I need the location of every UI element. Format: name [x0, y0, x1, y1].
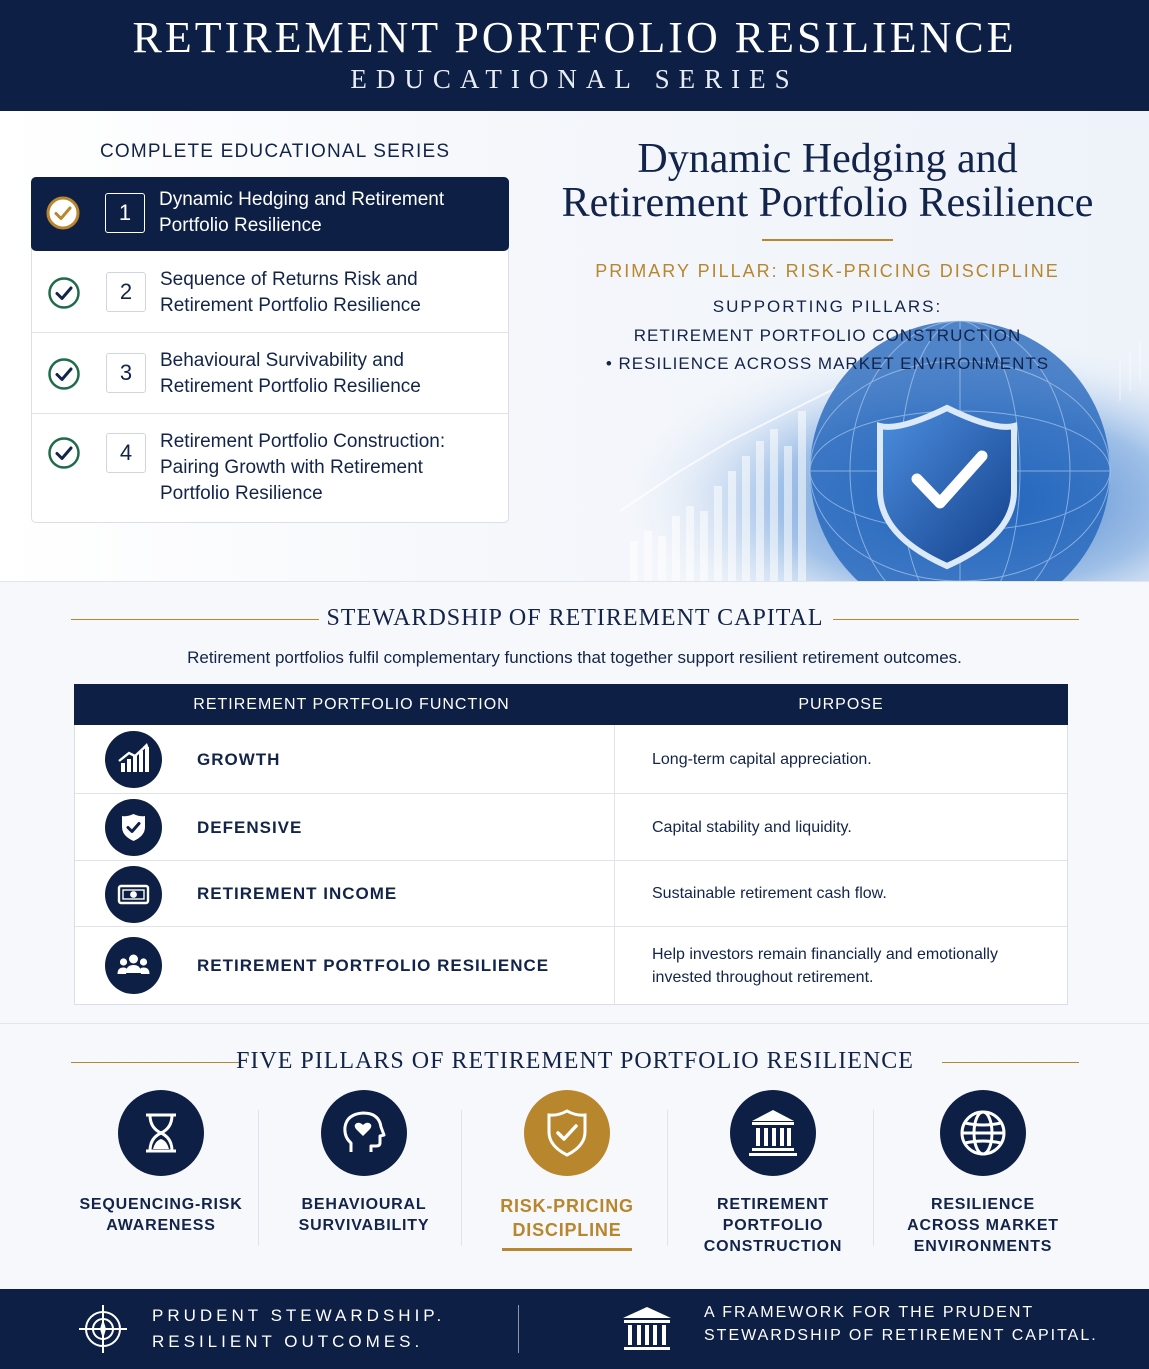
section-divider — [0, 1023, 1149, 1024]
series-item-label: Behavioural Survivability and Retirement Portfolio Resilience — [160, 350, 421, 397]
table-row — [75, 793, 1067, 860]
page-footer — [0, 1289, 1149, 1369]
table-row — [75, 725, 1067, 793]
check-circle-icon — [47, 436, 81, 470]
pillar-separator — [873, 1110, 874, 1246]
series-item-label: Retirement Portfolio Construction: Pairing Growth with Retirement Portfolio Resilience — [160, 431, 446, 504]
series-item-1[interactable] — [31, 177, 509, 251]
stewardship-heading-row — [71, 605, 1079, 635]
check-circle-icon — [47, 357, 81, 391]
pillar-sequencing-risk — [71, 1090, 251, 1236]
footer-tagline: PRUDENT STEWARDSHIP. RESILIENT OUTCOMES. — [152, 1306, 446, 1351]
pillar-label: RISK-PRICING DISCIPLINE — [500, 1196, 634, 1240]
footer-separator — [518, 1305, 519, 1353]
head-heart-icon — [321, 1090, 407, 1176]
series-item-3[interactable] — [32, 333, 508, 414]
purpose-text: Sustainable retirement cash flow. — [652, 885, 887, 902]
function-label: DEFENSIVE — [197, 818, 303, 837]
supporting-pillar-1: RETIREMENT PORTFOLIO CONSTRUCTION — [633, 326, 1022, 345]
compass-target-icon — [78, 1301, 128, 1357]
supporting-pillars-list — [560, 322, 1095, 378]
page-header — [0, 0, 1149, 111]
series-number: 1 — [105, 193, 145, 233]
table-row — [75, 860, 1067, 926]
table-header — [74, 684, 1068, 725]
series-number: 4 — [106, 433, 146, 473]
pillar-separator — [461, 1110, 462, 1246]
pillars-title: FIVE PILLARS OF RETIREMENT PORTFOLIO RESILIENCE — [236, 1048, 914, 1074]
pillar-behavioural-survivability — [274, 1090, 454, 1236]
globe-icon — [940, 1090, 1026, 1176]
table-row — [75, 926, 1067, 1004]
pillar-label: RESILIENCE ACROSS MARKET ENVIRONMENTS — [907, 1196, 1059, 1255]
page-title: RETIREMENT PORTFOLIO RESILIENCE — [132, 13, 1017, 62]
hero-title: Dynamic Hedging and Retirement Portfolio Resilience — [561, 136, 1094, 226]
banknote-icon — [105, 866, 162, 923]
growth-chart-icon — [105, 731, 162, 788]
function-label: RETIREMENT PORTFOLIO RESILIENCE — [197, 956, 550, 975]
check-circle-icon — [46, 196, 80, 230]
page-subtitle: EDUCATIONAL SERIES — [350, 64, 799, 94]
hero-panel — [560, 111, 1149, 581]
hero-divider — [762, 239, 893, 241]
pillar-label: BEHAVIOURAL SURVIVABILITY — [298, 1196, 430, 1234]
pillar-market-environments — [893, 1090, 1073, 1257]
series-item-label: Sequence of Returns Risk and Retirement Portfolio Resilience — [160, 269, 421, 316]
top-section — [0, 111, 1149, 581]
pillar-separator — [258, 1110, 259, 1246]
footer-framework-text: A FRAMEWORK FOR THE PRUDENT STEWARDSHIP OF RETIREMENT CAPITAL. — [704, 1304, 1098, 1344]
people-group-icon — [105, 937, 162, 994]
series-number: 2 — [106, 272, 146, 312]
supporting-pillars-label: SUPPORTING PILLARS: — [712, 297, 943, 316]
pillar-portfolio-construction — [683, 1090, 863, 1257]
pillar-separator — [667, 1110, 668, 1246]
section-divider — [0, 581, 1149, 582]
series-heading: COMPLETE EDUCATIONAL SERIES — [100, 141, 451, 162]
supporting-pillar-2: • RESILIENCE ACROSS MARKET ENVIRONMENTS — [605, 354, 1050, 373]
series-item-4[interactable] — [32, 414, 508, 522]
pillar-underline — [502, 1248, 632, 1251]
purpose-text: Help investors remain financially and emotionally invested throughout retirement. — [652, 946, 998, 986]
series-list — [31, 177, 509, 523]
check-circle-icon — [47, 276, 81, 310]
column-header-function: RETIREMENT PORTFOLIO FUNCTION — [193, 696, 510, 713]
shield-check-icon — [524, 1090, 610, 1176]
institution-icon — [730, 1090, 816, 1176]
primary-pillar-label: PRIMARY PILLAR: RISK-PRICING DISCIPLINE — [595, 261, 1060, 281]
function-table — [74, 684, 1068, 1005]
pillar-label: RETIREMENT PORTFOLIO CONSTRUCTION — [703, 1196, 843, 1255]
pillars-heading-row — [71, 1048, 1079, 1078]
stewardship-title: STEWARDSHIP OF RETIREMENT CAPITAL — [326, 605, 824, 631]
institution-icon — [621, 1303, 673, 1355]
purpose-text: Capital stability and liquidity. — [652, 819, 852, 836]
series-number: 3 — [106, 353, 146, 393]
series-item-label: Dynamic Hedging and Retirement Portfolio Resilience — [159, 189, 445, 236]
function-label: RETIREMENT INCOME — [197, 884, 398, 903]
pillar-risk-pricing-discipline — [477, 1090, 657, 1251]
hourglass-icon — [118, 1090, 204, 1176]
pillar-label: SEQUENCING-RISK AWARENESS — [79, 1196, 243, 1234]
stewardship-subtitle: Retirement portfolios fulfil complementary functions that together support resilient retirement outcomes. — [187, 648, 962, 667]
purpose-text: Long-term capital appreciation. — [652, 751, 872, 768]
function-label: GROWTH — [197, 750, 281, 769]
shield-check-icon — [105, 799, 162, 856]
series-item-2[interactable] — [32, 251, 508, 333]
column-header-purpose: PURPOSE — [798, 696, 884, 713]
